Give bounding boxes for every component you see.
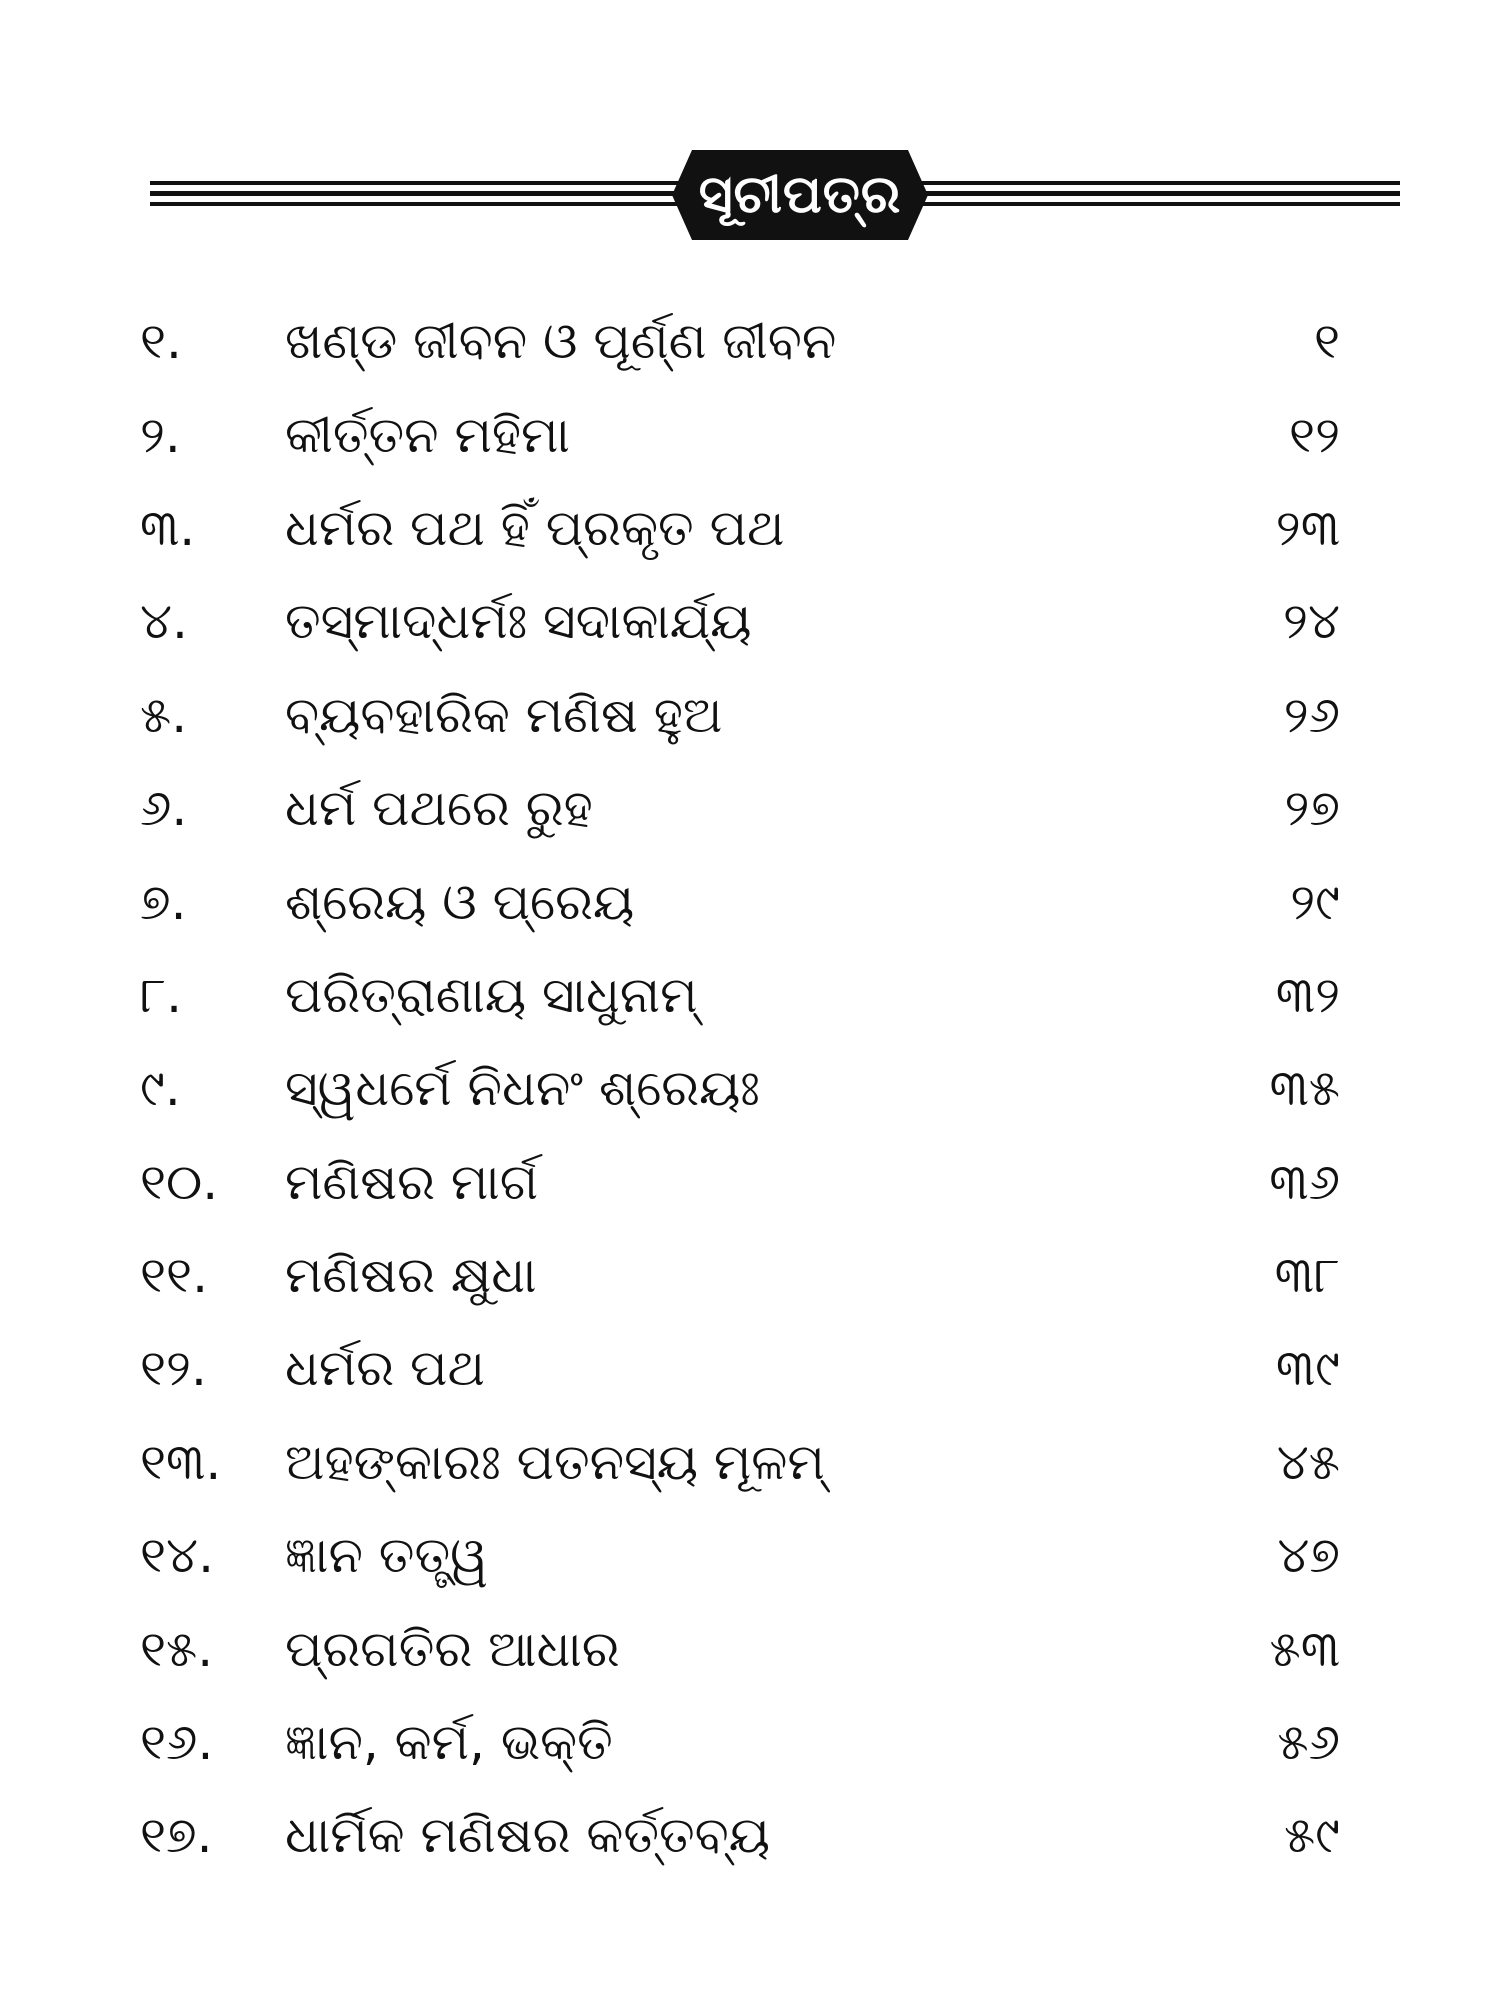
toc-entry-page: ୩୫ <box>1269 1059 1340 1118</box>
toc-entry-title: ସ୍ୱଧର୍ମେ ନିଧନଂ ଶ୍ରେୟଃ <box>285 1059 760 1118</box>
toc-entry-number: ୨. <box>140 405 181 464</box>
toc-entry-number: ୧୫. <box>140 1619 214 1678</box>
toc-entry-page: ୪୫ <box>1276 1432 1340 1491</box>
toc-entry-number: ୧୭. <box>140 1806 213 1865</box>
toc-entry <box>140 1789 1360 1882</box>
toc-entry <box>140 949 1360 1042</box>
toc-entry-number: ୩. <box>140 498 196 557</box>
toc-entry <box>140 1509 1360 1602</box>
toc-entry <box>140 482 1360 575</box>
toc-entry <box>140 575 1360 668</box>
toc-entry-number: ୧୪. <box>140 1526 214 1585</box>
toc-entry-page: ୨୩ <box>1275 498 1340 557</box>
toc-entry-page: ୩୬ <box>1269 1152 1340 1211</box>
toc-entry-page: ୩୮ <box>1274 1246 1340 1305</box>
toc-entry-title: ଧାର୍ମିକ ମଣିଷର କର୍ତ୍ତବ୍ୟ <box>285 1806 770 1865</box>
toc-entry-title: ଜ୍ଞାନ, କର୍ମ, ଭକ୍ତି <box>285 1713 613 1772</box>
toc-entry-page: ୫୯ <box>1283 1806 1340 1865</box>
toc-entry-title: ପରିତ୍ରାଣାୟ ସାଧୁନାମ୍ <box>285 965 698 1024</box>
toc-entry-page: ୨୪ <box>1283 592 1340 651</box>
toc-entry-number: ୮. <box>140 965 182 1024</box>
toc-entry-page: ୨୭ <box>1284 779 1340 838</box>
toc-entry-number: ୧୩. <box>140 1432 222 1491</box>
toc-entry-page: ୩୨ <box>1275 965 1340 1024</box>
toc-entry-title: ଖଣ୍ଡ ଜୀବନ ଓ ପୂର୍ଣ୍ଣ ଜୀବନ <box>285 312 837 371</box>
toc-entry-title: ଜ୍ଞାନ ତତ୍ତ୍ୱ <box>285 1526 488 1585</box>
toc-entry-number: ୧୦. <box>140 1152 219 1211</box>
toc-entry-number: ୧୨. <box>140 1339 207 1398</box>
toc-entry-title: ଧର୍ମର ପଥ ହିଁ ପ୍ରକୃତ ପଥ <box>285 498 785 557</box>
toc-entry <box>140 855 1360 948</box>
toc-entry <box>140 1416 1360 1509</box>
toc-entry-title: କୀର୍ତ୍ତନ ମହିମା <box>285 405 570 464</box>
toc-entry-title: ତସ୍ମାଦ୍ଧର୍ମଃ ସଦାକାର୍ଯ୍ୟ <box>285 592 752 651</box>
toc-entry-page: ୨୬ <box>1283 685 1340 744</box>
toc-entry <box>140 669 1360 762</box>
toc-entry-title: ଧର୍ମ ପଥରେ ରୁହ <box>285 779 593 838</box>
toc-entry <box>140 1696 1360 1789</box>
toc-entry-number: ୯. <box>140 1059 181 1118</box>
toc-entry-number: ୧୬. <box>140 1713 214 1772</box>
toc-entry-page: ୩୯ <box>1275 1339 1340 1398</box>
toc-entry-title: ଶ୍ରେୟ ଓ ପ୍ରେୟ <box>285 872 635 931</box>
toc-entry-title: ମଣିଷର ମାର୍ଗ <box>285 1152 539 1211</box>
toc-entry-number: ୫. <box>140 685 188 744</box>
toc-entry-number: ୬. <box>140 779 188 838</box>
toc-entry <box>140 1136 1360 1229</box>
toc-list <box>140 295 1360 1883</box>
toc-entry <box>140 1322 1360 1415</box>
toc-entry-page: ୫୩ <box>1269 1619 1340 1678</box>
toc-entry-page: ୪୭ <box>1277 1526 1340 1585</box>
toc-entry-number: ୧. <box>140 312 182 371</box>
toc-entry <box>140 295 1360 388</box>
toc-entry-page: ୨୯ <box>1290 872 1340 931</box>
toc-entry-page: ୫୬ <box>1277 1713 1340 1772</box>
toc-entry <box>140 1602 1360 1695</box>
toc-entry-title: ଅହଙ୍କାରଃ ପତନସ୍ୟ ମୂଳମ୍ <box>285 1432 825 1491</box>
toc-entry-title: ବ୍ୟବହାରିକ ମଣିଷ ହୁଅ <box>285 685 723 744</box>
toc-entry <box>140 388 1360 481</box>
toc-entry <box>140 1042 1360 1135</box>
toc-entry <box>140 762 1360 855</box>
toc-entry <box>140 1229 1360 1322</box>
toc-entry-number: ୧୧. <box>140 1246 208 1305</box>
toc-entry-number: ୪. <box>140 592 188 651</box>
toc-entry-number: ୭. <box>140 872 187 931</box>
toc-entry-page: ୧୨ <box>1289 405 1340 464</box>
toc-entry-page: ୧ <box>1313 312 1340 371</box>
toc-entry-title: ମଣିଷର କ୍ଷୁଧା <box>285 1246 537 1305</box>
toc-entry-title: ପ୍ରଗତିର ଆଧାର <box>285 1619 620 1678</box>
page-title: ସୂଚୀପତ୍ର <box>698 164 902 225</box>
toc-entry-title: ଧର୍ମର ପଥ <box>285 1339 485 1398</box>
